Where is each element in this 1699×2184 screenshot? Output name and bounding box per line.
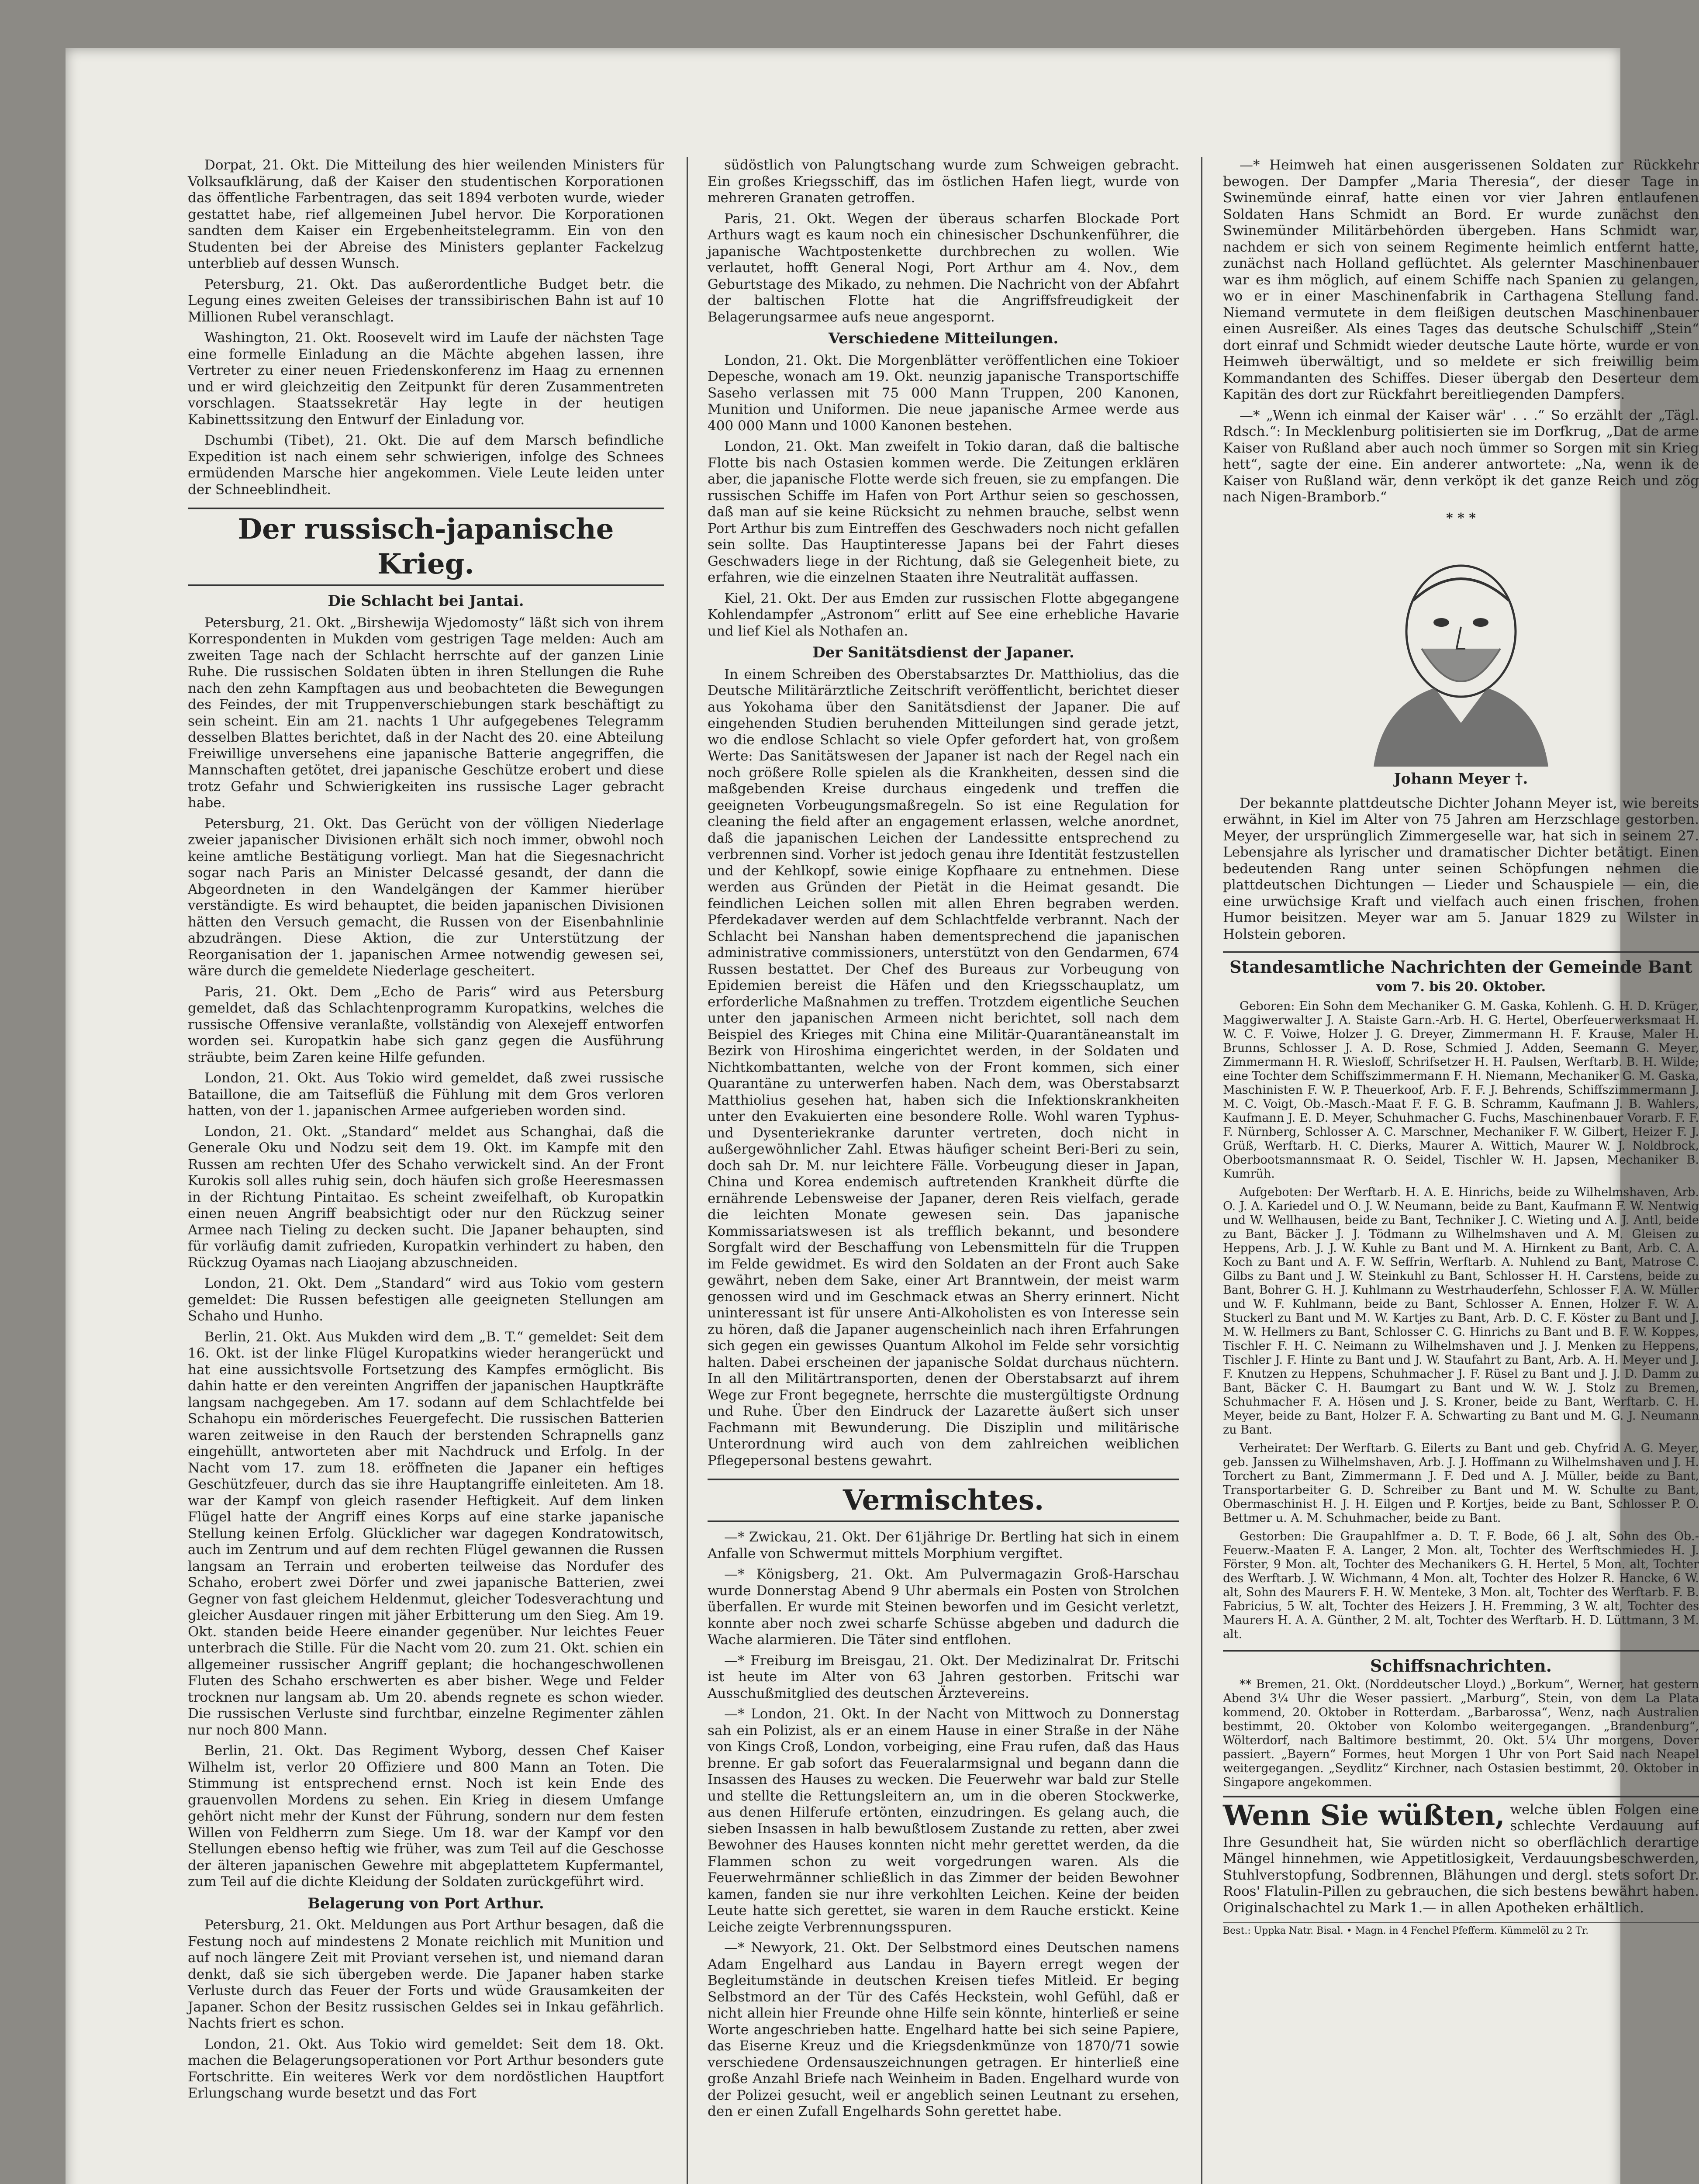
article-port-arthur-1: Petersburg, 21. Okt. Meldungen aus Port Arthur besagen, daß die Festung noch auf mindestens 2 Monate reichlich mit Munition und auf noch längere Zeit mit Proviant versehen ist, und niemand daran denkt, daß sie sich übergeben werde. Die Japaner haben starke Verluste durch das Feuer der Forts und wüde Grausamkeiten der Japaner. Schon der Besitz russischen Geldes sei in Inkau gefährlich. Nachts friert es schon. xyxy=(188,1917,664,2031)
article-kaiser-joke: —* „Wenn ich einmal der Kaiser wär' . . .“ So erzählt der „Tägl. Rdsch.“: In Mecklenburg politisierten sie im Dorfkrug, „Dat de arme Kaiser von Rußland aber auch noch ümmer so Sorgen mit sin Krieg hett“, sagte der eine. Ein anderer antwortete: „Na, wenn ik de Kaiser von Rußland wär, denn verköpt ik det ganze Reich und zög nach Nigen-Bramborb.“ xyxy=(1223,407,1699,505)
portrait-johann-meyer xyxy=(1347,539,1575,767)
article-sanitary: In einem Schreiben des Oberstabsarztes Dr. Matthiolius, das die Deutsche Militärärztliche Zeitschrift veröffentlicht, berichtet dieser aus Yokohama über den Sanitätsdienst der Japaner. Die auf eingehenden Studien beruhenden Mitteilungen sind gerade jetzt, wo die endlose Schlacht so viele Opfer gefordert hat, von großem Werte: Das Sanitätswesen der Japaner ist nach der Regel nach ein noch größere Rolle spielen als die Krankheiten, dessen sind die maßgebenden Kreise durchaus eingedenk und treffen die geeigneten Vorbeugungsmaßregeln. So ist eine Regulation for cleaning the field after an engagement erlassen, welche anordnet, daß die japanischen Leichen der Landessitte entsprechend zu verbrennen sind. Vorher ist jedoch genau ihre Identität festzustellen und der Kehlkopf, sowie einige Kopfhaare zu entnehmen. Diese werden aus Gründen der Pietät in die Heimat gesandt. Die feindlichen Leichen sollen mit allen Ehren begraben werden. Pferdekadaver werden auf dem Schlachtfelde verbrannt. Nach der Schlacht bei Nanshan haben dementsprechend die japanischen administrative commissioners, unterstützt von den Gendarmen, 674 Russen bestattet. Der Chef des Bureaus zur Vorbeugung von Epidemien bereist die Häfen und den Kriegsschauplatz, um erforderliche Maßnahmen zu treffen. Trotzdem eigentliche Seuchen unter den japanischen Armeen nicht berichtet, soll nach dem Beispiel des Krieges mit China eine Militär-Quarantäneanstalt im Bezirk von Hiroshima eingerichtet werden, in der Soldaten und Nichtkombattanten, welche von der Front kommen, sich einer Quarantäne zu unterwerfen haben. Nach dem, was Oberstabsarzt Matthiolius gesehen hat, haben sich die Infektionskrankheiten unter den Evakuierten eine besondere Rolle. Wohl waren Typhus- und Dysenteriekranke darunter vertreten, doch nicht in außergewöhnlicher Zahl. Etwas häufiger scheint Beri-Beri zu sein, doch sah Dr. M. nur leichtere Fälle. Vorbeugung dieser in Japan, China und Korea endemisch auftretenden Krankheit dürfte die ernährende Lebensweise der Japaner, deren Reis vielfach, gerade die leichten Monate gewesen sein. Das japanische Kommissariatswesen ist als trefflich bekannt, und besondere Sorgfalt wird der Beschaffung von Lebensmitteln für die Truppen im Felde gewidmet. Es wird den Soldaten an der Front auch Sake gewährt, neben dem Sake, einer Art Branntwein, der meist warm genossen wird und im Geschmack etwas an Sherry erinnert. Nicht uninteressant ist für unsere Anti-Alkoholisten es von Interesse sein zu hören, daß die Japaner augenscheinlich nach ihren Erfahrungen sich gegen ein gewisses Quantum Alkohol im Felde sehr vorsichtig halten. Dabei erscheinen der japanische Soldat durchaus nüchtern. In all den Militärtransporten, denen der Oberstabsarzt auf ihrem Wege zur Front begegnete, herrschte die mustergültigste Ordnung und Ruhe. Über den Eindruck der Lazarette äußert sich unser Fachmann mit Bewunderung. Die Disziplin und militärische Unterordnung wird auch von dem zahlreichen weiblichen Pflegepersonal bestens gewahrt. xyxy=(708,666,1179,1469)
article-meyer-obituary: Der bekannte plattdeutsche Dichter Johann Meyer ist, wie bereits erwähnt, in Kiel im Alter von 75 Jahren am Herzschlage gestorben. Meyer, der ursprünglich Zimmergeselle war, hat sich in seinem 27. Lebensjahre als lyrischer und dramatischer Dichter betätigt. Einen bedeutenden Rang unter seinen Schöpfungen nehmen die plattdeutschen Dichtungen — Lieder und Schauspiele — ein, die eine urwüchsige Kraft und vielfach auch einen frischen, frohen Humor beisitzen. Meyer war am 5. Januar 1829 zu Wilster in Holstein geboren. xyxy=(1223,795,1699,942)
column-1 xyxy=(188,157,664,2184)
article-kiel: Kiel, 21. Okt. Der aus Emden zur russischen Flotte abgegangene Kohlendampfer „Astronom“ erlitt auf See eine erhebliche Havarie und lief Kiel als Nothafen an. xyxy=(708,590,1179,639)
ad-headline: Wenn Sie wüßten, xyxy=(1223,1799,1505,1832)
subheading-sanitary: Der Sanitätsdienst der Japaner. xyxy=(812,644,1074,661)
article-paris-blockade: Paris, 21. Okt. Wegen der überaus scharfen Blockade Port Arthurs wagt es kaum noch ein chinesischer Dschunkenführer, die japanische Wachtpostenkette durchbrechen zu wollen. Wie verlautet, hofft General Nogi, Port Arthur am 4. Nov., dem Geburtstage des Mikado, zu nehmen. Die Nachricht von der Abfahrt der baltischen Flotte hat die Angriffsfreudigkeit der Belagerungsarmee aufs neue angespornt. xyxy=(708,211,1179,325)
article-zwickau: —* Zwickau, 21. Okt. Der 61jährige Dr. Bertling hat sich in einem Anfalle von Schwermut mittels Morphium vergiftet. xyxy=(708,1529,1179,1562)
column-divider xyxy=(1201,157,1202,2184)
portrait-drawing xyxy=(1347,539,1575,767)
article-newyork: —* Newyork, 21. Okt. Der Selbstmord eines Deutschen namens Adam Engelhard aus Landau in Bayern erregt wegen der Begleitumstände in deutschen Kreisen tiefes Mitleid. Er beging Selbstmord an der Tür des Cafés Heckstein, wohl Gefühl, daß er nicht allein hier Freunde ohne Hilfe sein könnte, hinterließ er seine Worte angeschrieben hatte. Engelhard hatte bei sich seine Papiere, das Eiserne Kreuz und die Kriegsdenkmünze von 1870/71 sowie verschiedene Ordensauszeichnungen getragen. Er hinterließ eine große Anzahl Briefe nach Weinheim in Baden. Engelhard wurde von der Polizei gesucht, weil er angeblich seinen Leutnant zu ersehen, den er einen Zufall Engelhards Sohn gerettet habe. xyxy=(708,1940,1179,2119)
section-heading-war: Der russisch-japanische Krieg. xyxy=(188,508,664,586)
separator-stars: * * * xyxy=(1446,510,1476,526)
ad-text: welche üblen Folgen eine schlechte Verdauung auf Ihre Gesundheit hat, Sie würden nicht so oberflächlich derartige Mängel hinnehmen, wie Appetitlosigkeit, Verdauungsbeschwerden, Stuhlverstopfung, Sodbrennen, Blähungen und dergl. stets sofort Dr. Roos' Flatulin-Pillen zu gebrauchen, die sich bestens bewährt haben. Originalschachtel zu Mark 1.— in allen Apotheken erhältlich. xyxy=(1223,1801,1699,1916)
article-heimweh: —* Heimweh hat einen ausgerissenen Soldaten zur Rückkehr bewogen. Der Dampfer „Maria Theresia“, der dieser Tage in Swinemünde einraf, hatte einen vor vier Jahren entlaufenen Soldaten Hans Schmidt an Bord. Er wurde zunächst den Swinemünder Militärbehörden übergeben. Hans Schmidt war, nachdem er sich von seinem Regimente heimlich entfernt hatte, zunächst nach Holland geflüchtet. Als gelernter Maschinenbauer war es ihm möglich, auf einem Schiffe nach Spanien zu gelangen, wo er in einer Maschinenfabrik in Carthagena Stellung fand. Niemand vermutete in dem fleißigen deutschen Maschinenbauer einen Ausreißer. Als eines Tages das deutsche Schulschiff „Stein“ dort einraf und Schmidt wieder deutsche Laute hörte, wurde er von Heimweh überwältigt, und so meldete er sich freiwillig beim Kommandanten des Schiffes. Dieser übergab den Deserteur dem Kapitän des dort zur Rückfahrt bereitliegenden Dampfers. xyxy=(1223,157,1699,402)
column-3 xyxy=(1223,157,1699,2184)
subheading-port-arthur: Belagerung von Port Arthur. xyxy=(307,1894,544,1912)
newspaper-page xyxy=(66,48,1699,2184)
article-port-arthur-cont: südöstlich von Palungtschang wurde zum Schweigen gebracht. Ein großes Kriegsschiff, das im östlichen Hafen liegt, wurde von mehreren Granaten getroffen. xyxy=(708,157,1179,206)
advertisement xyxy=(1223,1796,1699,1938)
article-london-baltic-fleet: London, 21. Okt. Man zweifelt in Tokio daran, daß die baltische Flotte bis nach Ostasien kommen werde. Die Zeitungen erklären aber, die japanische Flotte werde sich freuen, sie zu empfangen. Die russischen Schiffe im Hafen von Port Arthur seien so geschossen, daß man auf sie keine Rücksicht zu nehmen brauche, selbst wenn Port Arthur bis zum Eintreffen des Geschwaders noch nicht gefallen sein sollte. Das Hauptinteresse Japans bei der Fahrt dieses Geschwaders liege in der Richtung, daß sie Gelegenheit biete, zu erfahren, wie die einzelnen Staaten ihre Neutralität auffassen. xyxy=(708,439,1179,585)
heading-standesamt: Standesamtliche Nachrichten der Gemeinde Bant xyxy=(1223,951,1699,975)
article-koenigsberg: —* Königsberg, 21. Okt. Am Pulvermagazin Groß-Harschau wurde Donnerstag Abend 9 Uhr abermals ein Posten von Strolchen überfallen. Er wurde mit Steinen beworfen und im Gesicht verletzt, konnte aber noch zwei scharfe Schüsse abgeben und dadurch die Wache alarmieren. Die Täter sind entflohen. xyxy=(708,1566,1179,1648)
article-port-arthur-2: London, 21. Okt. Aus Tokio wird gemeldet: Seit dem 18. Okt. machen die Belagerungsoperationen vor Port Arthur besonders gute Fortschritte. Ein weiteres Werk vor dem nordöstlichen Hauptfort Erlungschang wurde besetzt und das Fort xyxy=(188,2036,664,2101)
article-dschumbi: Dschumbi (Tibet), 21. Okt. Die auf dem Marsch befindliche Expedition ist nach einem sehr schwierigen, infolge des Schnees ermüdenden Marsche hier angekommen. Viele Leute leiden unter der Schneeblindheit. xyxy=(188,432,664,498)
subheading-jantai: Die Schlacht bei Jantai. xyxy=(328,592,524,610)
column-2 xyxy=(708,157,1179,2184)
subheading-misc-news: Verschiedene Mitteilungen. xyxy=(828,330,1059,347)
ad-ingredients: Best.: Uppka Natr. Bisal. • Magn. in 4 Fenchel Pfefferm. Kümmelöl zu 2 Tr. xyxy=(1223,1922,1699,1937)
heading-standesamt-dates: vom 7. bis 20. Oktober. xyxy=(1376,979,1546,995)
registry-marriages: Verheiratet: Der Werftarb. G. Eilerts zu Bant und geb. Chyfrid A. G. Meyer, geb. Janssen zu Wilhelmshaven, Arb. J. J. Hoffmann zu Wilhelmshaven und J. H. Torchert zu Bant, Zimmermann J. F. Ded und A. J. Müller, beide zu Bant, Transportarbeiter G. D. Schreiber zu Bant und M. W. Schulte zu Bant, Obermaschinist H. J. H. Eilgen und P. Kortjes, beide zu Bant, Schlosser P. O. Bettmer u. A. M. Schuhmacher, beide zu Bant. xyxy=(1223,1441,1699,1525)
registry-banns: Aufgeboten: Der Werftarb. H. A. E. Hinrichs, beide zu Wilhelmshaven, Arb. O. J. A. Kariedel und O. J. W. Neumann, beide zu Bant, Kaufmann F. W. Nentwig und W. Wellhausen, beide zu Bant, Techniker J. C. Wieting und A. J. Antl, beide zu Bant, Bäcker J. J. Tödmann zu Wilhelmshaven und A. M. Gleisen zu Heppens, Arb. J. J. W. Kuhle zu Bant und M. A. Hirnkent zu Bant, Arb. C. A. Koch zu Bant und A. F. W. Seffrin, Werftarb. A. Nuhlend zu Bant, Matrose C. Gilbs zu Bant und J. W. Steinkuhl zu Bant, Schlosser H. H. Carstens, beide zu Bant, Bohrer G. H. J. Kuhlmann zu Westrhauderfehn, Schlosser F. A. W. Müller und W. F. Kuhlmann, beide zu Bant, Schlosser A. Ennen, Holzer F. W. A. Stuckerl zu Bant und M. W. Kartjes zu Bant, Arb. D. C. F. Köster zu Bant und J. M. W. Hellmers zu Bant, Schlosser C. G. Hinrichs zu Bant und B. F. W. Koppes, Tischler F. H. C. Neimann zu Wilhelmshaven und J. J. Menken zu Heppens, Tischler J. F. Hinte zu Bant und J. W. Staufahrt zu Bant, Arb. A. H. Meyer und J. F. Knutzen zu Heppens, Schuhmacher J. F. Rüsel zu Bant und J. J. D. Damm zu Bant, Bäcker C. H. Baumgart zu Bant und W. W. J. Stolz zu Bremen, Schuhmacher F. A. Hösen und J. S. Kroner, beide zu Bant, Werftarb. C. H. Meyer, beide zu Bant, Holzer F. A. Schwarting zu Bant und M. G. J. Neumann zu Bant. xyxy=(1223,1185,1699,1437)
article-london-transports: London, 21. Okt. Die Morgenblätter veröffentlichen eine Tokioer Depesche, wonach am 19. Okt. neunzig japanische Transportschiffe Saseho verlassen mit 75 000 Mann Truppen, 200 Kanonen, Munition und Uniformen. Die neue japanische Armee werde aus 400 000 Mann und 1000 Kanonen bestehen. xyxy=(708,352,1179,434)
portrait-caption: Johann Meyer †. xyxy=(1394,770,1528,788)
article-dorpat: Dorpat, 21. Okt. Die Mitteilung des hier weilenden Ministers für Volksaufklärung, daß der Kaiser den studentischen Korporationen das öffentliche Farbentragen, das seit 1894 verboten wurde, wieder gestattet habe, rief allgemeinen Jubel hervor. Die Korporationen sandten dem Kaiser ein Ergebenheitstelegramm. Ein von den Studenten bei der Abreise des Ministers geplanter Fackelzug unterblieb auf dessen Wunsch. xyxy=(188,157,664,271)
ship-news: ** Bremen, 21. Okt. (Norddeutscher Lloyd.) „Borkum“, Werner, hat gestern Abend 3¼ Uhr die Weser passiert. „Marburg“, Stein, von dem La Plata kommend, 20. Oktober in Rotterdam. „Barbarossa“, Wenz, nach Australien bestimmt, 20. Oktober von Kolombo weitergegangen. „Brandenburg“, Wölterdorf, nach Baltimore bestimmt, 20. Okt. 5¼ Uhr morgens, Dover passiert. „Bayern“ Formes, heut Morgen 1 Uhr von Port Said nach Neapel weitergegangen. „Seydlitz“ Kirchner, nach Ostasien bestimmt, 20. Oktober in Singapore angekommen. xyxy=(1223,1677,1699,1789)
article-freiburg: —* Freiburg im Breisgau, 21. Okt. Der Medizinalrat Dr. Fritschi ist heute im Alter von 63 Jahren gestorben. Fritschi war Ausschußmitglied des deutschen Ärztevereins. xyxy=(708,1652,1179,1701)
article-war-6: London, 21. Okt. Dem „Standard“ wird aus Tokio vom gestern gemeldet: Die Russen befestigen alle geeigneten Stellungen am Schaho und Hunho. xyxy=(188,1275,664,1324)
article-london-fire: —* London, 21. Okt. In der Nacht von Mittwoch zu Donnerstag sah ein Polizist, als er an einem Hause in einer Straße in der Nähe von Kings Croß, London, vorbeiging, eine Frau rufen, daß das Haus brenne. Er gab sofort das Feueralarmsignal und begann dann die Insassen des Hauses zu wecken. Die Feuerwehr war bald zur Stelle und stellte die Rettungsleitern an, um in die oberen Stockwerke, aus denen Hilferufe ertönten, einzudringen. Es gelang auch, die sieben Insassen in halb bewußtlosem Zustande zu retten, aber zwei Bewohner des Hauses konnten nicht mehr gerettet werden, da die Flammen schon zu weit vorgedrungen waren. Als die Feuerwehrmänner schließlich in das Zimmer der beiden Bewohner kamen, fanden sie nur ihre verkohlten Leichen. Keine der beiden Leute hatte sich gerettet, sie waren in dem Rauche erstickt. Keine Leiche zeigte Verbrennungsspuren. xyxy=(708,1706,1179,1935)
article-petersburg-budget: Petersburg, 21. Okt. Das außerordentliche Budget betr. die Legung eines zweiten Geleises der transsibirischen Bahn ist auf 10 Millionen Rubel veranschlagt. xyxy=(188,276,664,325)
article-war-2: Petersburg, 21. Okt. Das Gerücht von der völligen Niederlage zweier japanischer Divisionen erhält sich noch immer, obwohl noch keine amtliche Bestätigung vorliegt. Man hat die Siegesnachricht sogar nach Paris an Minister Delcassé gesandt, der dann die Abgeordneten in den Wandelgängen der Kammer hierüber verständigte. Es wird behauptet, die beiden japanischen Divisionen hätten den Versuch gemacht, die Russen von der Eisenbahnlinie abzudrängen. Diese Aktion, die zur Unterstützung der Reorganisation der 1. japanischen Armee notwendig gewesen sei, wäre durch die gemeldete Niederlage gescheitert. xyxy=(188,816,664,979)
section-heading-vermischtes: Vermischtes. xyxy=(708,1479,1179,1522)
article-war-8: Berlin, 21. Okt. Das Regiment Wyborg, dessen Chef Kaiser Wilhelm ist, verlor 20 Offiziere und 800 Mann an Toten. Die Stimmung ist entsprechend ernst. Noch ist kein Ende des grauenvollen Mordens zu sehen. Ein Krieg in diesem Umfange gehört nicht mehr der Kunst der Führung, sondern nur dem festen Willen von Feldherrn zum Siege. Um 18. war der Kampf vor den Stellungen ebenso heftig wie früher, was zum Teil auf die Geschosse der älteren japanischen Gewehre mit abgeplattetem Kupfermantel, zum Teil auf die dichte Kleidung der Soldaten zurückgeführt wird. xyxy=(188,1743,664,1890)
registry-births: Geboren: Ein Sohn dem Mechaniker G. M. Gaska, Kohlenh. G. H. D. Krüger, Maggiwerwalter J. A. Staiste Garn.-Arb. H. G. Hertel, Oberfeuerwerksmaat H. W. C. F. Voiwe, Holzer J. G. Dreyer, Zimmermann H. F. Krause, Maler H. Brunns, Schlosser J. A. D. Rose, Schmied J. Adden, Seemann G. Meyer, Zimmermann H. R. Wiesloff, Schrifsetzer H. H. Paulsen, Werftarb. B. H. Wilde; eine Tochter dem Schiffszimmermann F. H. Niemann, Mechaniker G. M. Gaska, Maschinisten F. W. P. Theuerkoof, Arb. F. F. J. Behrends, Schiffszimmermann J. M. C. Voigt, Ob.-Masch.-Maat F. F. G. B. Schramm, Kaufmann J. B. Wahlers, Kaufmann J. E. D. Meyer, Schuhmacher G. Fuchs, Maschinenbauer Vorarb. F. F. F. Nürnberg, Schlosser A. C. Marschner, Mechaniker F. W. Gilbert, Heizer F. J. Grüß, Werftarb. H. C. Dierks, Maurer A. Wittich, Maurer W. J. Noldbrock, Oberbootsmannsmaat R. O. Seidel, Tischler W. H. Japsen, Mechaniker B. Kumrüh. xyxy=(1223,999,1699,1181)
article-washington: Washington, 21. Okt. Roosevelt wird im Laufe der nächsten Tage eine formelle Einladung an die Mächte abgehen lassen, ihre Vertreter zu einer neuen Friedenskonferenz im Haag zu ernennen und er wird gleichzeitig den Zeitpunkt für deren Zusammentreten vorschlagen. Staatssekretär Hay legte in der heutigen Kabinettssitzung den Entwurf der Einladung vor. xyxy=(188,330,664,428)
article-war-4: London, 21. Okt. Aus Tokio wird gemeldet, daß zwei russische Bataillone, die am Taitseflüß die Fühlung mit dem Gros verloren hatten, von der 1. japanischen Armee aufgerieben worden sind. xyxy=(188,1070,664,1119)
registry-deaths: Gestorben: Die Graupahlfmer a. D. T. F. Bode, 66 J. alt, Sohn des Ob.-Feuerw.-Maaten F. A. Langer, 2 Mon. alt, Tochter des Werftschmiedes H. J. Förster, 9 Mon. alt, Tochter des Mechanikers G. H. Hertel, 5 Mon. alt, Tochter des Werftarb. J. W. Wichmann, 4 Mon. alt, Tochter des Holzer R. Hancke, 6 W. alt, Sohn des Maurers F. H. W. Menteke, 3 Mon. alt, Tochter des Werftarb. F. B. Fabricius, 5 W. alt, Tochter des Heizers J. H. Fremming, 3 W. alt, Tochter des Maurers H. A. A. Günther, 2 M. alt, Tochter des Werftarb. H. D. Lüttmann, 3 M. alt. xyxy=(1223,1530,1699,1641)
column-divider xyxy=(687,157,688,2184)
article-war-1: Petersburg, 21. Okt. „Birshewija Wjedomosty“ läßt sich von ihrem Korrespondenten in Mukden vom gestrigen Tage melden: Auch am zweiten Tage nach der Schlacht herrschte auf der ganzen Linie Ruhe. Die russischen Soldaten übten in ihren Stellungen die Ruhe nach den zehn Kampftagen aus und beobachteten die Bewegungen des Feindes, der mit Truppenverschiebungen stark beschäftigt zu sein scheint. Ein am 21. nachts 1 Uhr aufgegebenes Telegramm desselben Blattes berichtet, daß in der Nacht des 20. eine Abteilung Freiwillige unversehens eine japanische Batterie angegriffen, die Mannschaften getötet, drei japanische Geschütze erobert und diese trotz Gefahr und Schwierigkeiten ins russische Lager gebracht habe. xyxy=(188,615,664,811)
heading-ship-news: Schiffsnachrichten. xyxy=(1223,1650,1699,1674)
article-war-5: London, 21. Okt. „Standard“ meldet aus Schanghai, daß die Generale Oku und Nodzu seit dem 19. Okt. im Kampfe mit den Russen am rechten Ufer des Schaho verwickelt sind. An der Front Kurokis soll alles ruhig sein, doch häufen sich große Heeresmassen in der Richtung Pintaitao. Es scheint zweifelhaft, ob Kuropatkin einen neuen Angriff beabsichtigt oder nur den Rückzug seiner Armee nach Tieling zu decken sucht. Die Japaner behaupten, sind für vorläufig damit zufrieden, Kuropatkin verhindert zu haben, den Rückzug Oyamas nach Liaojang abzuschneiden. xyxy=(188,1123,664,1271)
article-war-7: Berlin, 21. Okt. Aus Mukden wird dem „B. T.“ gemeldet: Seit dem 16. Okt. ist der linke Flügel Kuropatkins wieder herangerückt und hat eine aussichtsvolle Fortsetzung des Kampfes ermöglicht. Bis dahin hatte er den vereinten Angriffen der japanischen Hauptkräfte langsam nachgegeben. Am 17. sodann auf dem Schlachtfelde bei Schahopu ein mörderisches Feuergefecht. Die russischen Batterien waren zeitweise in den Rauch der berstenden Schrapnells ganz eingehüllt, antworteten aber mit Nachdruck und Erfolg. In der Nacht vom 17. zum 18. eröffneten die Japaner ein heftiges Geschützfeuer, durch das sie ihre Hauptangriffe einleiteten. Am 18. war der Kampf von gleich rasender Heftigkeit. Auf dem linken Flügel hatte der Angriff eines Korps auf eine starke japanische Stellung keinen Erfolg. Glücklicher war dagegen Kondratowitsch, auch im Zentrum und auf dem rechten Flügel gewannen die Russen langsam an Terrain und eroberten teilweise das Nordufer des Schaho, erobert zwei Dörfer und zwei japanische Batterien, zwei Gegner von fast gleichem Heldenmut, gleicher Todesverachtung und gleicher Ausdauer ringen mit jäher Erbitterung um den Sieg. Am 19. Okt. standen beide Heere einander gegenüber. Nur leichtes Feuer unterbrach die Stille. Für die Nacht vom 20. zum 21. Okt. schien ein allgemeiner russischer Angriff geplant; die hochangeschwollenen Fluten des Schaho erschwerten es aber bisher. Wege und Felder trocknen nur langsam ab. Um 20. abends regnete es schon wieder. Die russischen Verluste sind furchtbar, einzelne Regimenter zählen nur noch 800 Mann. xyxy=(188,1329,664,1738)
article-war-3: Paris, 21. Okt. Dem „Echo de Paris“ wird aus Petersburg gemeldet, daß das Schlachtenprogramm Kuropatkins, welches die russische Offensive veranlaßte, vollständig von Alexejeff entworfen worden sei. Kuropatkin habe sich ganz gegen die Ausführung sträubte, beim Zaren keine Hilfe gefunden. xyxy=(188,984,664,1065)
